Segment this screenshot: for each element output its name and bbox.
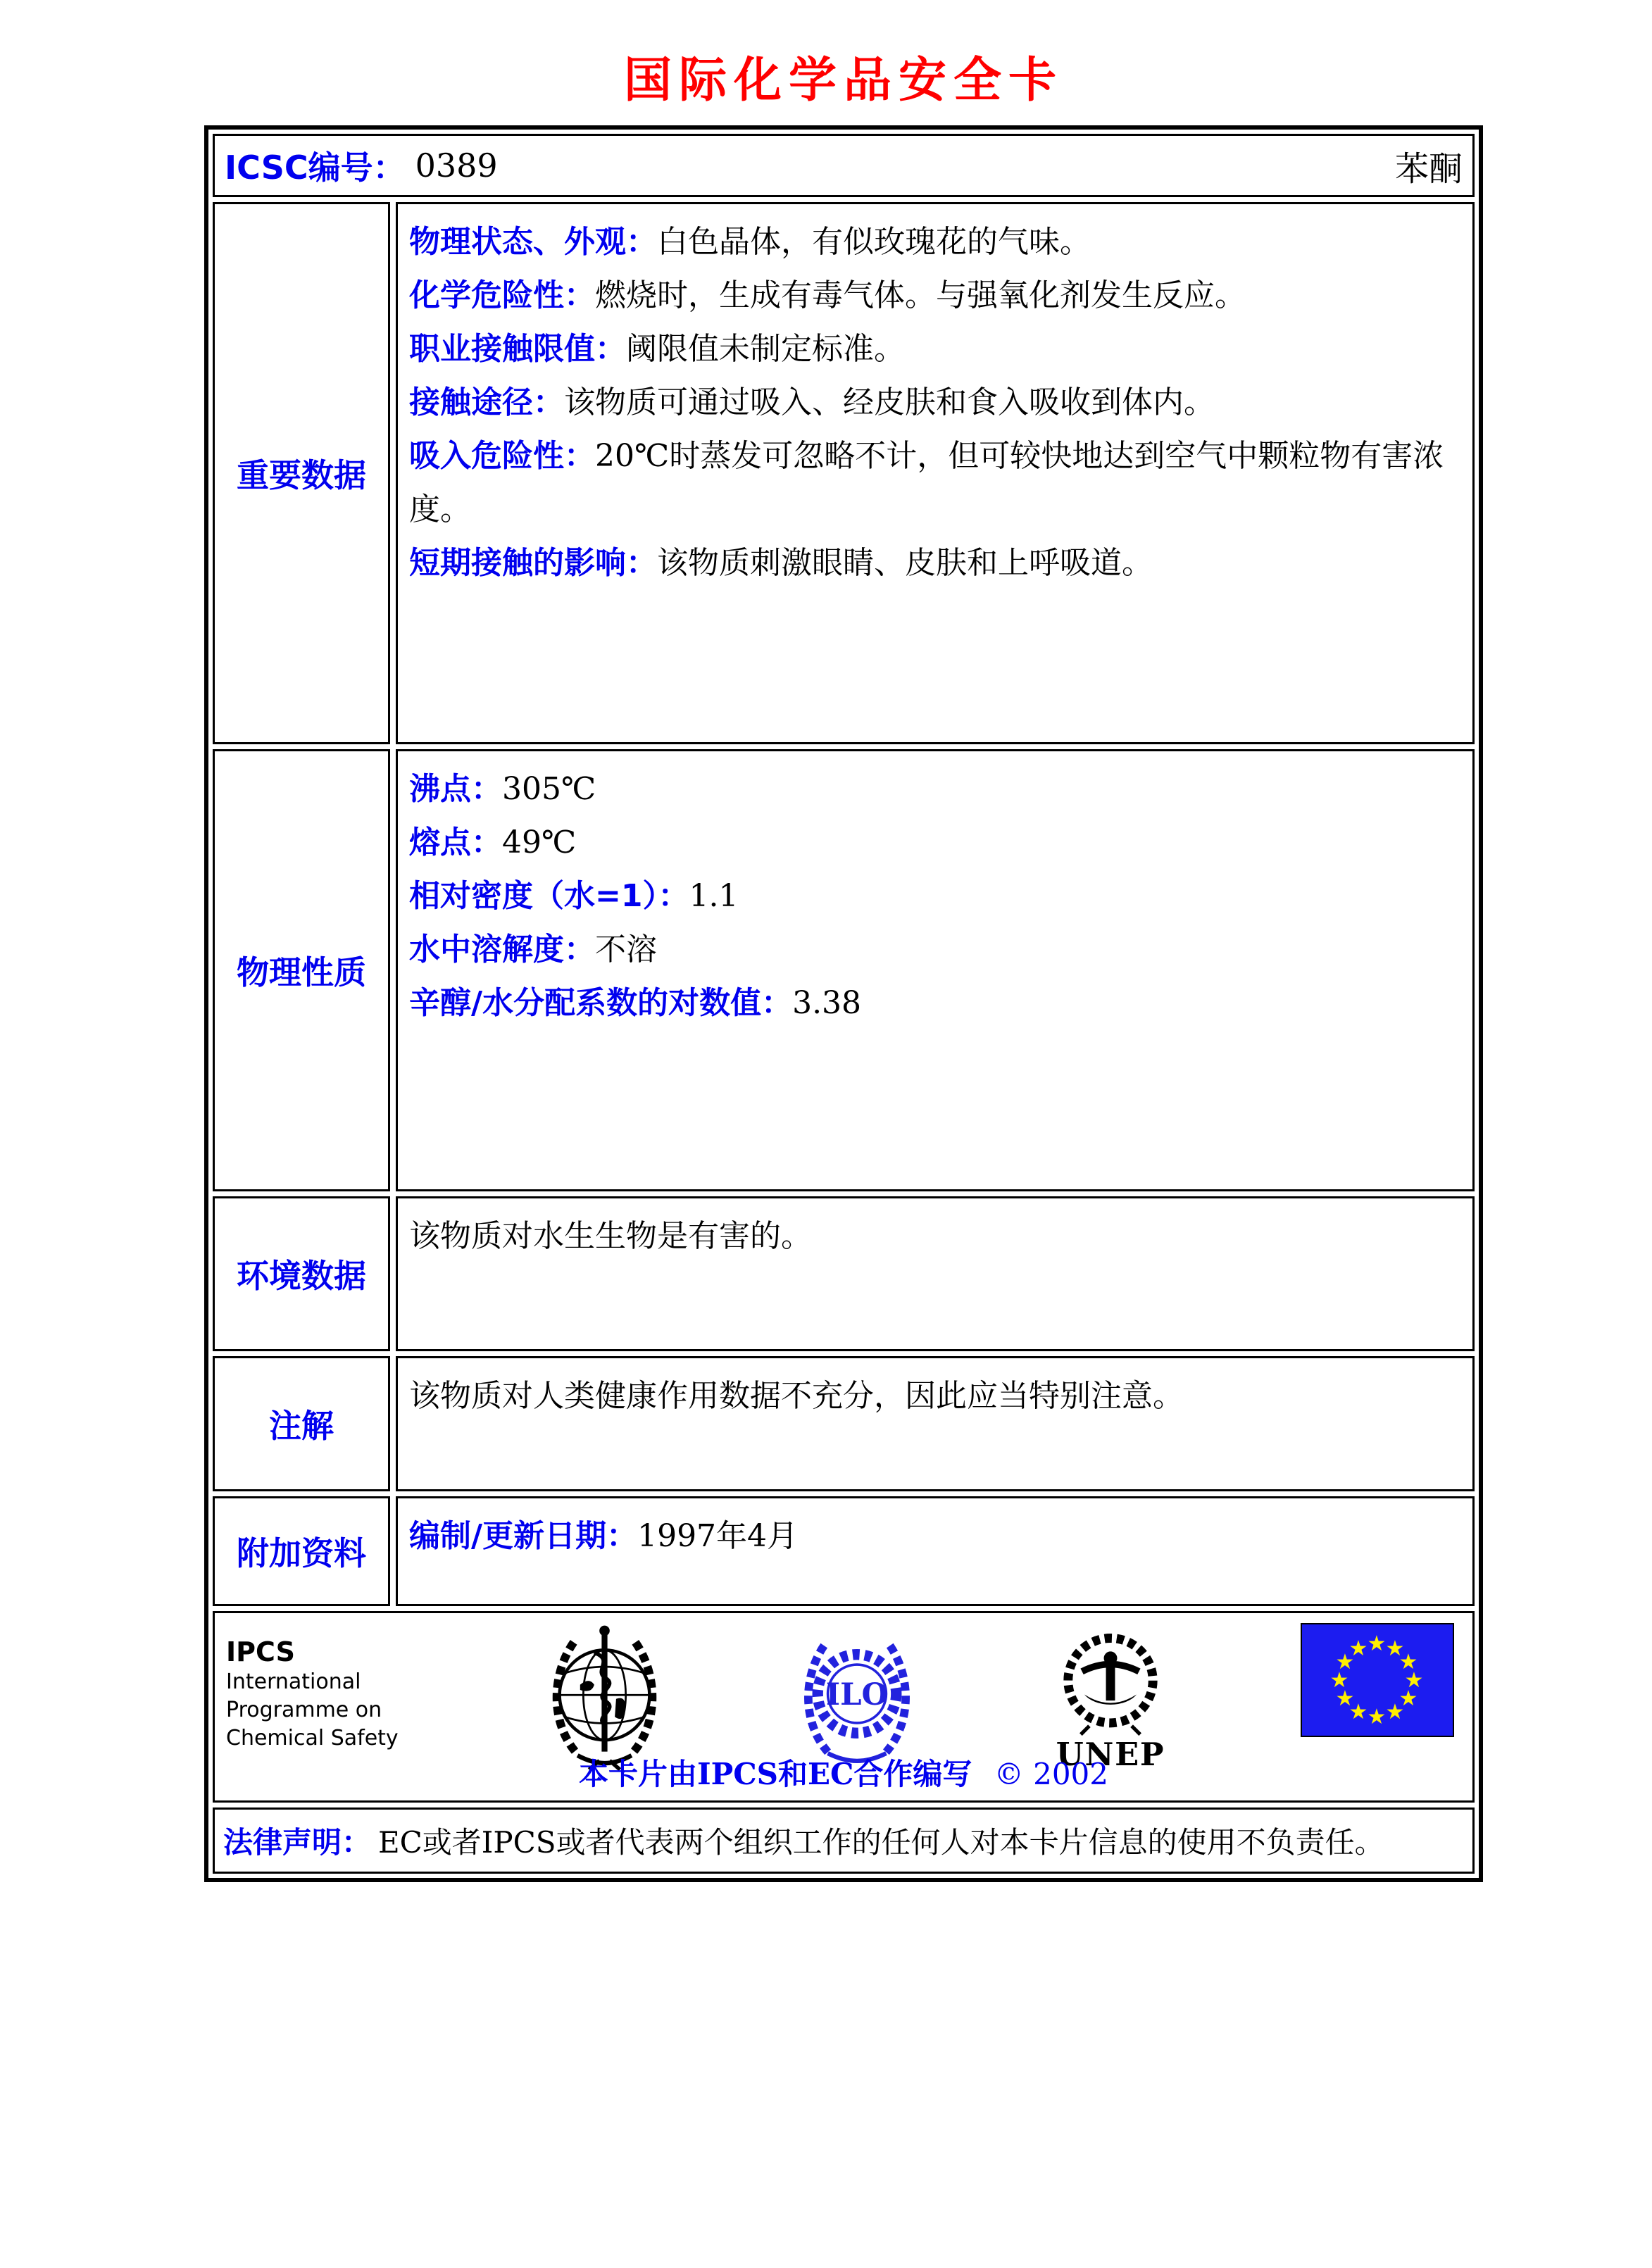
section-content-environmental-data: [396, 1196, 1475, 1351]
svg-text:★: ★: [1385, 1636, 1405, 1661]
svg-text:★: ★: [1367, 1631, 1387, 1656]
field-row: [409, 1370, 1460, 1423]
ipcs-title: IPCS: [226, 1636, 295, 1667]
svg-text:★: ★: [1329, 1668, 1349, 1693]
svg-text:★: ★: [1398, 1650, 1418, 1674]
ipcs-line-2: Programme on: [226, 1698, 382, 1722]
field-value: 3.38: [792, 985, 862, 1021]
field-value: 阈限值未制定标准。: [626, 331, 905, 367]
field-label: 吸入危险性：: [409, 438, 595, 474]
field-row: [409, 430, 1460, 537]
field-row: [409, 977, 1460, 1030]
eu-flag-icon: [1301, 1623, 1454, 1740]
field-label: 职业接触限值：: [409, 331, 626, 367]
field-value: 燃烧时，生成有毒气体。与强氧化剂发生反应。: [595, 277, 1246, 313]
legal-text: EC或者IPCS或者代表两个组织工作的任何人对本卡片信息的使用不负责任。: [378, 1825, 1384, 1860]
svg-text:★: ★: [1348, 1636, 1368, 1661]
footer-logos-row: [213, 1611, 1475, 1803]
svg-text:★: ★: [1398, 1686, 1418, 1711]
page-title: 国际化学品安全卡: [623, 52, 1063, 108]
chemical-name: 苯酮: [1394, 149, 1463, 189]
field-row: [409, 816, 1460, 870]
field-label: 物理状态、外观：: [409, 224, 657, 260]
field-value: 1.1: [689, 878, 739, 914]
icsc-number-value: 0389: [415, 146, 498, 184]
svg-text:★: ★: [1385, 1700, 1405, 1724]
field-row: [409, 269, 1460, 322]
section-label-physical-properties: 物理性质: [213, 749, 390, 1191]
field-label: 相对密度（水=1）：: [409, 878, 689, 914]
section-additional-info: [213, 1496, 1475, 1606]
field-row: [409, 870, 1460, 923]
ipcs-line-1: International: [226, 1669, 361, 1694]
footer-caption: [215, 1751, 1472, 1793]
field-value: 49℃: [502, 825, 577, 860]
field-row: [409, 322, 1460, 376]
field-label: 编制/更新日期：: [409, 1518, 638, 1554]
field-label: 水中溶解度：: [409, 932, 595, 967]
section-label-additional-info: 附加资料: [213, 1496, 390, 1606]
section-content-notes: [396, 1356, 1475, 1491]
svg-text:★: ★: [1367, 1705, 1387, 1729]
section-content-important-data: [396, 202, 1475, 744]
header-row: [213, 134, 1475, 197]
svg-text:★: ★: [1335, 1650, 1355, 1674]
field-row: [409, 923, 1460, 977]
ipcs-line-3: Chemical Safety: [226, 1726, 399, 1750]
caption-copyright: © 2002: [994, 1757, 1109, 1791]
svg-text:★: ★: [1348, 1700, 1368, 1724]
field-value: 该物质可通过吸入、经皮肤和食入吸收到体内。: [564, 384, 1215, 420]
section-notes: [213, 1356, 1475, 1491]
field-row: [409, 376, 1460, 430]
icsc-card: [204, 125, 1483, 1882]
legal-label: 法律声明：: [223, 1825, 372, 1860]
ipcs-text-block: [226, 1623, 416, 1753]
section-label-notes: 注解: [213, 1356, 390, 1491]
field-value: 20℃时蒸发可忽略不计，但可较快地达到空气中颗粒物有害浓度。: [409, 438, 1444, 527]
field-value: 该物质对水生生物是有害的。: [409, 1218, 812, 1254]
section-content-additional-info: [396, 1496, 1475, 1606]
field-row: [409, 1210, 1460, 1263]
field-row: [409, 1510, 1460, 1563]
field-value: 305℃: [502, 771, 596, 807]
field-value: 不溶: [595, 932, 657, 967]
field-row: [409, 537, 1460, 590]
field-label: 沸点：: [409, 771, 502, 807]
section-label-environmental-data: 环境数据: [213, 1196, 390, 1351]
field-label: 接触途径：: [409, 384, 564, 420]
field-value: 白色晶体，有似玫瑰花的气味。: [657, 224, 1091, 260]
field-label: 熔点：: [409, 825, 502, 860]
section-important-data: [213, 202, 1475, 744]
field-value: 该物质刺激眼睛、皮肤和上呼吸道。: [657, 545, 1153, 581]
unep-label: UNEP: [1056, 1736, 1165, 1774]
field-row: [409, 763, 1460, 816]
section-label-important-data: 重要数据: [213, 202, 390, 744]
field-value: 该物质对人类健康作用数据不充分，因此应当特别注意。: [409, 1378, 1184, 1414]
section-environmental-data: [213, 1196, 1475, 1351]
icsc-number-label: ICSC编号：: [225, 149, 406, 187]
section-physical-properties: [213, 749, 1475, 1191]
caption-text: 本卡片由IPCS和EC合作编写: [578, 1757, 972, 1791]
field-row: [409, 215, 1460, 269]
section-content-physical-properties: [396, 749, 1475, 1191]
svg-text:★: ★: [1335, 1686, 1355, 1711]
field-label: 短期接触的影响：: [409, 545, 657, 581]
svg-text:★: ★: [1404, 1668, 1424, 1693]
ilo-monogram: ILO: [825, 1676, 888, 1712]
field-value: 1997年4月: [637, 1518, 799, 1554]
legal-row: [213, 1807, 1475, 1874]
field-label: 化学危险性：: [409, 277, 595, 313]
field-label: 辛醇/水分配系数的对数值：: [409, 985, 793, 1021]
